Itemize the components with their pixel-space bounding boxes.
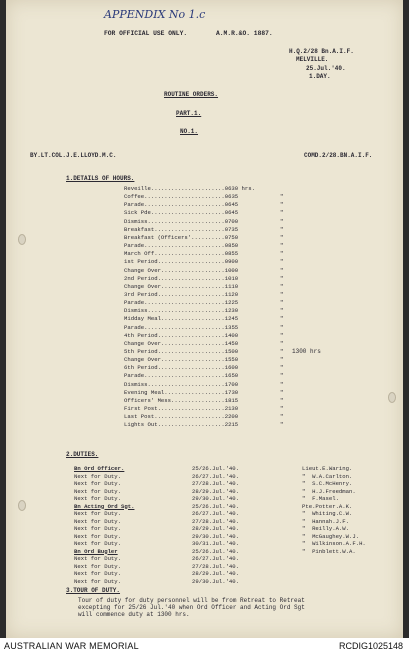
order-number: NO.1. [180,128,199,135]
duty-date: 25/26.Jul.'40. [192,547,239,555]
unit-designation: H.Q.2/28 Bn.A.I.F. [289,48,354,55]
hours-row [124,225,284,233]
hours-time: 1550 [224,356,239,364]
leader-dots: ........................ [144,299,225,307]
leader-dots: ....................... [147,217,225,225]
duty-name: Pte.Potter.A.K. [302,502,353,510]
hours-time: 1110 [224,282,239,290]
hours-event: Last Post [124,413,155,421]
hours-row [124,405,284,413]
hours-time: 0850 [224,242,239,250]
hours-time: 1700 [224,380,239,388]
form-reference: A.M.R.&O. 1887. [216,30,273,37]
hours-event: Change Over [124,282,161,290]
duty-name: " F.Masel. [302,495,339,502]
leader-dots: .................... [157,421,225,429]
hours-row [124,372,284,380]
document-title: ROUTINE ORDERS. [164,91,219,98]
duty-name: " Whiting.C.W. [302,510,353,517]
leader-dots: ................... [160,315,225,323]
hours-row [124,201,284,209]
duty-date: 27/28.Jul.'40. [192,562,239,570]
section-3-line: excepting for 25/26 Jul.'40 when Ord Officer and Acting Ord Sgt [78,604,305,611]
hours-row [124,364,284,372]
leader-dots: .................... [157,364,225,372]
hours-event: 5th Period [124,348,158,355]
hours-time: 1355 [224,323,239,331]
hours-time: 1730 [224,388,239,396]
duty-date: 26/27.Jul.'40. [192,472,239,480]
leader-dots: ........................ [144,193,225,201]
duty-row [74,532,360,540]
hours-event: Parade [124,323,145,331]
order-date: 25.Jul.'40. [306,65,346,72]
hours-row [124,339,284,347]
punch-hole [18,500,26,511]
ditto-mark: " [280,274,284,282]
hours-event: Parade [124,242,145,250]
duty-role: Next for Duty. [74,570,121,577]
hours-event: March Off [124,250,155,258]
hours-event: Dismiss [124,217,148,225]
hours-row [124,258,284,266]
ditto-mark: " [280,209,284,217]
duty-date: 29/30.Jul.'40. [192,532,239,540]
hours-row [124,250,284,258]
hours-time: 0735 [224,225,239,233]
duty-date: 27/28.Jul.'40. [192,517,239,525]
duty-role: Next for Duty. [74,487,121,495]
leader-dots: ................... [160,339,225,347]
hours-row [124,233,284,241]
hours-event: Evening Meal [124,388,165,396]
duty-row [74,562,239,570]
duty-role: Next for Duty. [74,577,121,585]
ditto-mark: " [280,258,284,266]
duty-date: 27/28.Jul.'40. [192,480,239,487]
ditto-mark: " [280,405,284,413]
hours-time: 0630 hrs. [224,185,255,192]
duty-name: " McGaughey.W.J. [302,532,360,540]
duty-row [74,577,239,585]
leader-dots: .................... [157,331,225,339]
hours-event: 4th Period [124,331,158,339]
ditto-mark: " [280,364,284,372]
ditto-mark: " [280,380,284,388]
hours-row [124,307,284,315]
hours-time: 0645 [224,201,239,209]
hours-time: 1120 [224,290,239,298]
duty-name: " Pinblett.W.A. [302,547,356,555]
part-number: PART.1. [176,110,202,117]
duty-date: 25/26.Jul.'40. [192,465,239,472]
duty-row [74,480,353,487]
ditto-mark: " [280,413,284,421]
hours-event: First Post [124,405,158,413]
hours-time: 1230 [224,307,239,315]
hours-time: 1600 [224,364,239,372]
leader-dots: ................... [160,356,225,364]
hours-event: Coffee [124,193,145,201]
leader-dots: ........................ [144,323,225,331]
duty-row [74,517,349,525]
duty-role: Next for Duty. [74,495,121,502]
duty-date: 25/26.Jul.'40. [192,502,239,510]
duty-name: " Hannah.J.F. [302,517,349,525]
duty-row [74,525,349,532]
archive-credit: AUSTRALIAN WAR MEMORIAL [4,641,139,651]
hours-row [124,380,284,388]
leader-dots: .................... [157,348,225,355]
hours-row [124,348,284,355]
section-1-title: 1.DETAILS OF HOURS. [66,175,135,182]
section-3-line: Tour of duty for duty personnel will be from Retreat to Retreat [78,597,305,604]
hours-note: 1300 hrs [292,348,321,355]
hours-event: Reveille [124,185,151,192]
hours-time: 1815 [224,396,239,404]
hours-time: 2215 [224,421,239,429]
leader-dots: ........................ [144,372,225,380]
ditto-mark: " [280,388,284,396]
duty-date: 28/29.Jul.'40. [192,525,239,532]
hours-time: 0635 [224,193,239,201]
punch-hole [18,234,26,245]
hours-event: Dismiss [124,380,148,388]
duty-role: Next for Duty. [74,517,121,525]
handwritten-annotation: APPENDIX No 1.c [104,8,206,21]
hours-row [124,266,284,274]
leader-dots: ........................ [144,242,225,250]
ditto-mark: " [280,225,284,233]
duty-name: " H.J.Freedman. [302,487,356,495]
hours-event: 1st Period [124,258,158,266]
ditto-mark: " [280,233,284,241]
hours-row [124,217,284,225]
ditto-mark: " [280,421,284,429]
hours-row [124,290,284,298]
duty-date: 29/30.Jul.'40. [192,577,239,585]
hours-time: 0855 [224,250,239,258]
duty-role: Next for Duty. [74,480,121,487]
hours-row [124,282,284,290]
leader-dots: ...................... [150,209,225,217]
hours-row [124,299,284,307]
ditto-mark: " [280,250,284,258]
hours-time: 1010 [224,274,239,282]
leader-dots: ........................ [144,201,225,209]
duty-row [74,570,239,577]
ditto-mark: " [280,315,284,323]
ditto-mark: " [280,331,284,339]
leader-dots: ...................... [150,185,225,192]
duty-date: 29/30.Jul.'40. [192,495,239,502]
document-page [6,0,403,638]
hours-time: 2200 [224,413,239,421]
archive-reference: RCDIG1025148 [338,641,403,651]
leader-dots: ..................... [154,250,225,258]
hours-event: Change Over [124,339,161,347]
archive-footer [0,638,409,654]
hours-event: 2nd Period [124,274,158,282]
duty-role: Next for Duty. [74,562,121,570]
hours-event: Sick Pde [124,209,151,217]
duty-date: 26/27.Jul.'40. [192,555,239,562]
hours-event: Change Over [124,356,161,364]
duty-name: " W.A.Carlton. [302,472,353,480]
ditto-mark: " [280,217,284,225]
leader-dots: ................... [160,266,225,274]
hours-event: Parade [124,299,145,307]
ditto-mark: " [280,323,284,331]
duty-row [74,465,353,472]
ditto-mark: " [280,193,284,201]
duty-row [74,540,366,547]
duty-role: Next for Duty. [74,532,121,540]
duty-name: " S.C.McHenry. [302,480,353,487]
hours-event: 3rd Period [124,290,158,298]
hours-time: 1000 [224,266,239,274]
hours-time: 0750 [224,233,239,241]
ditto-mark: " [280,307,284,315]
duty-date: 30/31.Jul.'40. [192,540,239,547]
duty-role: Next for Duty. [74,510,121,517]
leader-dots: ....................... [147,380,225,388]
hours-time: 2130 [224,405,239,413]
duty-name: Lieut.E.Waring. [302,465,353,472]
hours-event: Midday Meal [124,315,161,323]
ditto-mark: " [280,372,284,380]
hours-row [124,315,284,323]
duty-role: Next for Duty. [74,540,121,547]
duty-name: " Wilkinson.A.F.H. [302,540,366,547]
hours-time: 1245 [224,315,239,323]
duty-date: 28/29.Jul.'40. [192,487,239,495]
punch-hole [388,392,396,403]
hours-row [124,421,284,429]
hours-event: 6th Period [124,364,158,372]
hours-event: Breakfast [124,225,155,233]
section-3-line: will commence duty at 1300 hrs. [78,611,190,618]
leader-dots: ..................... [154,413,225,421]
ditto-mark: " [280,290,284,298]
location: MELVILLE. [296,56,329,63]
leader-dots: .................... [157,258,225,266]
leader-dots: .................... [157,274,225,282]
hours-time: 0645 [224,209,239,217]
leader-dots: ................... [160,282,225,290]
hours-row [124,242,284,250]
duty-row [74,510,353,517]
hours-row [124,331,284,339]
duty-role: Bn Ord Officer. [74,465,125,472]
hours-time: 0900 [224,258,239,266]
duty-row [74,502,353,510]
command-line: COMD.2/28.BN.A.I.F. [304,152,373,159]
hours-row [124,186,255,192]
ditto-mark: " [280,299,284,307]
ditto-mark: " [280,242,284,250]
ditto-mark: " [280,348,284,355]
duty-role: Next for Duty. [74,555,121,562]
duty-date: 28/29.Jul.'40. [192,570,239,577]
duty-role: Next for Duty. [74,525,121,532]
leader-dots: .................. [164,388,225,396]
hours-row [124,323,284,331]
ditto-mark: " [280,339,284,347]
security-marking: FOR OFFICIAL USE ONLY. [104,30,188,37]
leader-dots: .......... [191,233,225,241]
section-3-title: 3.TOUR OF DUTY. [66,587,121,594]
ditto-mark: " [280,201,284,209]
hours-time: 1225 [224,299,239,307]
hours-row [124,396,284,404]
duty-row [74,495,339,502]
ditto-mark: " [280,282,284,290]
leader-dots: ................ [171,396,225,404]
duty-role: Bn Acting Ord Sgt. [74,502,135,510]
ditto-mark: " [280,356,284,364]
hours-event: Lights Out [124,421,158,429]
leader-dots: ..................... [154,225,225,233]
hours-event: Breakfast (Officers' [124,233,192,241]
leader-dots: .................... [157,405,225,413]
issuing-officer: BY.LT.COL.J.E.LLOYD.M.C. [30,152,117,159]
section-2-title: 2.DUTIES. [66,451,99,458]
hours-row [124,388,284,396]
hours-row [124,356,284,364]
hours-time: 1400 [224,331,239,339]
hours-row [124,193,284,201]
order-day: 1.DAY. [309,73,331,80]
duty-row [74,555,239,562]
duty-row [74,472,353,480]
duty-row [74,487,356,495]
hours-event: Parade [124,201,145,209]
hours-event: Change Over [124,266,161,274]
leader-dots: .................... [157,290,225,298]
hours-row [124,413,284,421]
hours-event: Dismiss [124,307,148,315]
hours-time: 1650 [224,372,239,380]
duty-role: Next for Duty. [74,472,121,480]
duty-date: 26/27.Jul.'40. [192,510,239,517]
duty-row [74,547,356,555]
ditto-mark: " [280,266,284,274]
ditto-mark: " [280,396,284,404]
hours-event: Parade [124,372,145,380]
hours-row [124,274,284,282]
leader-dots: ....................... [147,307,225,315]
hours-event: Officers' Mess [124,396,171,404]
hours-time: 0700 [224,217,239,225]
duty-role: Bn Ord Bugler [74,547,118,555]
hours-time: 1500 [224,348,239,355]
duty-name: " Reilly.A.W. [302,525,349,532]
hours-time: 1450 [224,339,239,347]
hours-row [124,209,284,217]
